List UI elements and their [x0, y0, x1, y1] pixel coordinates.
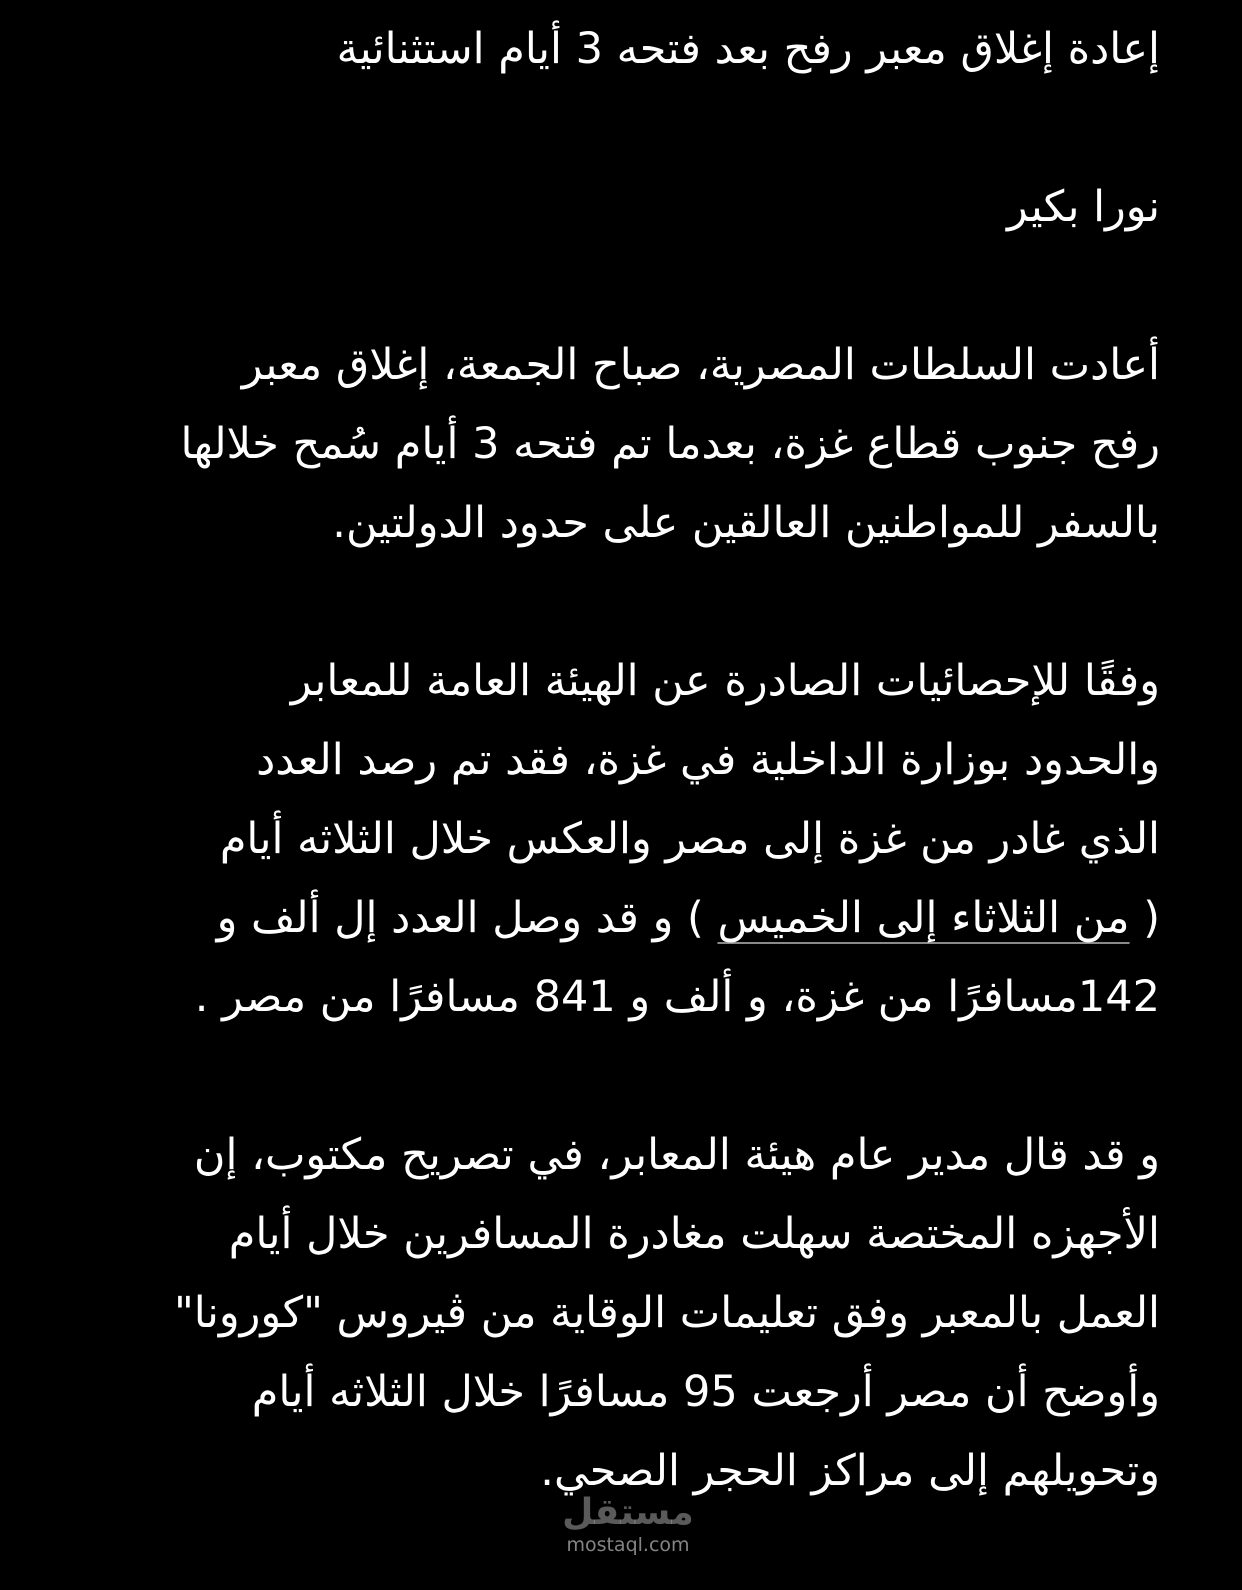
paragraph-line: أعادت السلطات المصرية، صباح الجمعة، إغلاق معبر [241, 340, 1160, 390]
watermark-logo: مستقل [562, 1492, 694, 1533]
paragraph-line: وتحويلهم إلى مراكز الحجر الصحي. [540, 1446, 1160, 1496]
paragraph-3 [80, 1116, 1160, 1511]
article-title: إعادة إغلاق معبر رفح بعد فتحه 3 أيام استثنائية [336, 24, 1160, 74]
article [80, 10, 1160, 1590]
paragraph-line: الأجهزه المختصة سهلت مغادرة المسافرين خلال أيام [228, 1209, 1160, 1259]
paragraph-line: و قد قال مدير عام هيئة المعابر، في تصريح مكتوب، إن [193, 1130, 1160, 1180]
paragraph-line: العمل بالمعبر وفق تعليمات الوقاية من ڤيروس "كورونا" [174, 1288, 1160, 1338]
paragraph-line: الذي غادر من غزة إلى مصر والعكس خلال الثلاثه أيام [219, 814, 1160, 864]
article-author-block [80, 168, 1160, 247]
article-author: نورا بكير [1007, 182, 1160, 232]
article-title-block [80, 10, 1160, 89]
paragraph-line: والحدود بوزارة الداخلية في غزة، فقد تم رصد العدد [256, 735, 1160, 785]
paragraph-line: بالسفر للمواطنين العالقين على حدود الدولتين. [332, 498, 1160, 548]
watermark-domain: mostaql.com [566, 1534, 690, 1556]
date-range-link[interactable]: من الثلاثاء إلى الخميس [717, 893, 1130, 943]
paragraph-line: 142مسافرًا من غزة، و ألف و 841 مسافرًا من مصر . [194, 972, 1160, 1022]
paragraph-line [80, 879, 1160, 958]
paren-open: ( [1129, 893, 1160, 943]
paragraph-1 [80, 326, 1160, 563]
paragraph-line: رفح جنوب قطاع غزة، بعدما تم فتحه 3 أيام سُمح خلالها [180, 419, 1160, 469]
paren-close-text: ) و قد وصل العدد إل ألف و [216, 893, 718, 943]
paragraph-line: وفقًا للإحصائيات الصادرة عن الهيئة العامة للمعابر [290, 656, 1160, 706]
paragraph-line: وأوضح أن مصر أرجعت 95 مسافرًا خلال الثلاثه أيام [251, 1367, 1160, 1417]
paragraph-2 [80, 642, 1160, 1037]
mostaql-watermark [543, 1493, 713, 1557]
